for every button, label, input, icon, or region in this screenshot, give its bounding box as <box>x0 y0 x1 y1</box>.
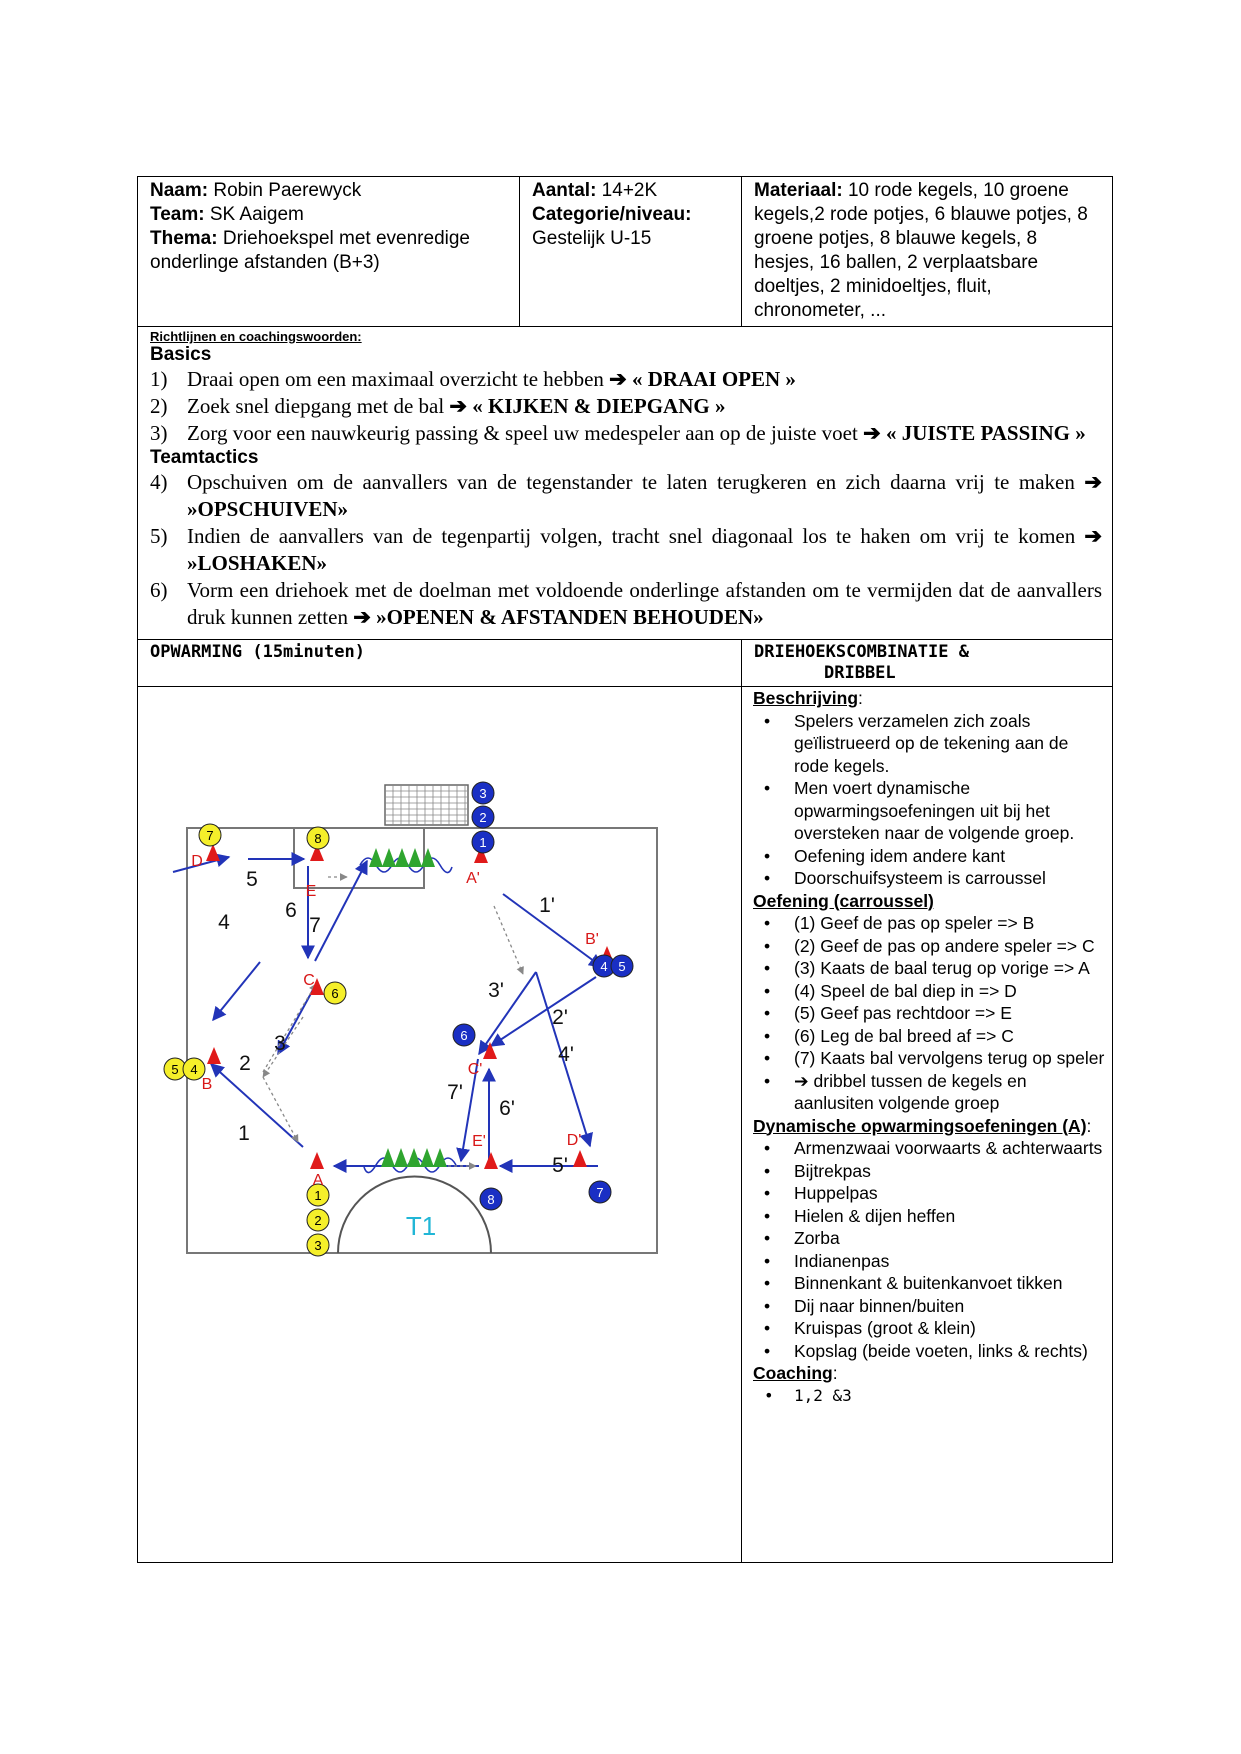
green-cone <box>382 848 396 867</box>
list-item: • Doorschuifsysteem is carroussel <box>753 867 1108 890</box>
count-value: 14+2K <box>596 180 658 201</box>
player-number: 2 <box>314 1213 322 1228</box>
goal-label: T1 <box>405 1211 437 1241</box>
guideline-text <box>187 393 1102 420</box>
exercise-row <box>138 687 1113 1563</box>
exercise-diagram <box>138 687 740 1557</box>
list-item: • Huppelpas <box>753 1182 1108 1205</box>
blue-player-marker <box>472 782 494 804</box>
guideline-body: Opschuiven om de aanvallers van de tegenstander te laten terugkeren en zich daarna vrij te maken <box>187 470 1085 494</box>
zone-label: B <box>201 1076 213 1093</box>
zone-label: D' <box>566 1132 582 1149</box>
list-item: • (4) Speel de bal diep in => D <box>753 980 1108 1003</box>
guideline-keyword: »LOSHAKEN» <box>187 551 328 575</box>
list-item: • Oefening idem andere kant <box>753 845 1108 868</box>
combination-title-line1: DRIEHOEKSCOMBINATIE & <box>754 642 969 662</box>
zone-label: E <box>305 883 317 900</box>
guidelines-title: Richtlijnen en coachingswoorden: <box>150 329 362 344</box>
green-cone <box>395 848 409 867</box>
player-number: 1 <box>479 835 487 850</box>
green-cone <box>407 1148 421 1167</box>
pass-label: 1 <box>238 1122 250 1145</box>
guideline-number: 4) <box>150 470 168 494</box>
pass-label: 2 <box>239 1052 251 1075</box>
arrow-icon: ➔ <box>1084 470 1102 494</box>
guideline-item <box>150 523 1102 577</box>
pass-label: 7' <box>447 1081 463 1104</box>
list-item: • Spelers verzamelen zich zoals geïlistrueerd op de tekening aan de rode kegels. <box>753 710 1108 778</box>
green-cone <box>408 848 422 867</box>
player-number: 4 <box>600 959 608 974</box>
guideline-number: 3) <box>150 421 168 445</box>
player-number: 8 <box>314 831 322 846</box>
player-number: 1 <box>314 1188 322 1203</box>
red-cone <box>573 1150 587 1167</box>
count-line <box>532 179 731 203</box>
category-label: Categorie/niveau: <box>532 204 692 225</box>
list-item: • Zorba <box>753 1227 1108 1250</box>
teamtactics-heading: Teamtactics <box>150 447 259 468</box>
red-cone <box>484 1152 498 1169</box>
pass-label: 4 <box>218 911 230 934</box>
zone-label: B' <box>585 931 599 948</box>
blue-player-marker <box>611 955 633 977</box>
list-item: • Kruispas (groot & klein) <box>753 1317 1108 1340</box>
guideline-text <box>187 420 1102 447</box>
category-value: Gestelijk U-15 <box>532 228 652 249</box>
arrow-icon: ➔ <box>353 605 371 629</box>
list-item: • (5) Geef pas rechtdoor => E <box>753 1002 1108 1025</box>
header-row <box>138 177 1113 327</box>
yellow-player-marker <box>307 1234 329 1256</box>
sheet-table <box>137 176 1113 1563</box>
combination-title-line2: DRIBBEL <box>824 663 896 683</box>
pass-label: 5' <box>552 1154 568 1177</box>
pass-label: 5 <box>246 868 258 891</box>
blue-player-marker <box>589 1181 611 1203</box>
yellow-player-marker <box>307 827 329 849</box>
arrow-icon: ➔ <box>1084 524 1102 548</box>
list-item: • Bijtrekpas <box>753 1160 1108 1183</box>
red-cone <box>207 1047 221 1064</box>
list-item: • Men voert dynamische opwarmingsoefeningen uit bij het oversteken naar de volgende groep. <box>753 777 1108 845</box>
team-label: Team: <box>150 204 205 225</box>
guideline-item <box>150 420 1102 447</box>
list-item: • (3) Kaats de baal terug op vorige => A <box>753 957 1108 980</box>
pass-label: 4' <box>558 1043 574 1066</box>
guideline-text <box>187 469 1102 523</box>
blue-player-marker <box>453 1024 475 1046</box>
pitch-field <box>187 785 657 1253</box>
training-sheet <box>137 176 1112 1563</box>
zone-label: E' <box>472 1133 486 1150</box>
beschrijving-title: Beschrijving <box>753 688 859 708</box>
guideline-number: 2) <box>150 394 168 418</box>
guideline-item <box>150 469 1102 523</box>
list-item: • (7) Kaats bal vervolgens terug op speler <box>753 1047 1108 1070</box>
zone-label: D <box>191 853 203 870</box>
player-number: 2 <box>479 810 487 825</box>
red-cone <box>206 844 220 861</box>
count-label: Aantal: <box>532 180 597 201</box>
player-number: 3 <box>479 786 487 801</box>
team-value: SK Aaigem <box>204 204 304 225</box>
list-item: • (2) Geef de pas op andere speler => C <box>753 935 1108 958</box>
red-cone <box>310 1152 324 1169</box>
theme-label: Thema: <box>150 228 218 249</box>
header-identity-cell <box>138 177 520 327</box>
list-item: • (6) Leg de bal breed af => C <box>753 1025 1108 1048</box>
player-number: 7 <box>206 828 214 843</box>
pass-arrow <box>211 1064 303 1147</box>
player-number: 4 <box>190 1062 198 1077</box>
guideline-text <box>187 577 1102 631</box>
category-line <box>532 203 731 227</box>
blue-player-marker <box>472 831 494 853</box>
list-item: • Hielen & dijen heffen <box>753 1205 1108 1228</box>
warmup-title: OPWARMING (15minuten) <box>138 640 742 687</box>
theme-line <box>150 227 509 275</box>
material-label: Materiaal: <box>754 180 843 201</box>
description-cell <box>742 687 1113 1563</box>
material-value: 10 rode kegels, 10 groene kegels,2 rode potjes, 6 blauwe potjes, 8 groene potjes, 8 blauwe kegels, 8 hesjes, 16 ballen, 2 verplaatsbare doeltjes, 2 minidoeltjes, fluit, chronometer, ... <box>754 180 1088 321</box>
oefening-list <box>753 912 1108 1115</box>
player-number: 3 <box>314 1238 322 1253</box>
guide-line <box>263 1077 298 1142</box>
net-goal <box>385 785 468 825</box>
arrow-icon: ➔ <box>449 394 468 418</box>
blue-player-marker <box>480 1188 502 1210</box>
coaching-title: Coaching <box>753 1363 833 1383</box>
guidelines-row <box>138 327 1113 640</box>
header-material-cell <box>742 177 1113 327</box>
guideline-number: 5) <box>150 524 168 548</box>
pass-label: 2' <box>552 1006 568 1029</box>
list-item: • Indianenpas <box>753 1250 1108 1273</box>
green-cone <box>433 1148 447 1167</box>
guideline-body: Indien de aanvallers van de tegenpartij volgen, tracht snel diagonaal los te haken om vrij te komen <box>187 524 1085 548</box>
player-number: 6 <box>460 1028 468 1043</box>
list-item: • ➔ dribbel tussen de kegels en aanlusiten volgende groep <box>753 1070 1108 1115</box>
green-cone <box>420 1148 434 1167</box>
blue-player-marker <box>472 806 494 828</box>
diagram-cell <box>138 687 742 1563</box>
player-number: 5 <box>171 1062 179 1077</box>
zone-label: A <box>312 1172 324 1189</box>
basics-heading: Basics <box>150 344 212 365</box>
pass-label: 6' <box>499 1097 515 1120</box>
oefening-heading: Oefening (carroussel) <box>753 890 934 911</box>
green-cone <box>394 1148 408 1167</box>
guide-line <box>494 906 523 974</box>
team-line <box>150 203 509 227</box>
guideline-item <box>150 393 1102 420</box>
header-count-cell <box>520 177 742 327</box>
basics-list <box>150 366 1102 447</box>
pass-arrow <box>315 861 367 961</box>
yellow-player-marker <box>307 1209 329 1231</box>
guideline-keyword: « JUISTE PASSING » <box>885 421 1086 445</box>
pass-label: 1' <box>539 894 555 917</box>
guideline-item <box>150 577 1102 631</box>
dyn-colon: : <box>1086 1115 1092 1136</box>
theme-value: Driehoekspel met evenredige onderlinge afstanden (B+3) <box>150 228 470 273</box>
guideline-number: 6) <box>150 578 168 602</box>
name-value: Robin Paerewyck <box>208 180 362 201</box>
player-number: 8 <box>487 1192 495 1207</box>
list-item: • Dij naar binnen/buiten <box>753 1295 1108 1318</box>
dyn-list <box>753 1137 1108 1362</box>
arrow-icon: ➔ <box>609 367 627 391</box>
beschrijving-list <box>753 710 1108 890</box>
dyn-heading <box>753 1115 1108 1138</box>
coaching-list <box>753 1385 1108 1408</box>
combination-title <box>742 640 1113 687</box>
beschrijving-colon: : <box>858 688 863 708</box>
guideline-keyword: »OPSCHUIVEN» <box>187 497 349 521</box>
pitch-outline <box>187 828 657 1253</box>
list-item: • Armenzwaai voorwaarts & achterwaarts <box>753 1137 1108 1160</box>
name-label: Naam: <box>150 180 209 201</box>
yellow-player-marker <box>199 824 221 846</box>
list-item: • Kopslag (beide voeten, links & rechts) <box>753 1340 1108 1363</box>
list-item: • (1) Geef de pas op speler => B <box>753 912 1108 935</box>
green-cone <box>369 848 383 867</box>
name-line <box>150 179 509 203</box>
zone-label: C <box>303 972 315 989</box>
guideline-body: Vorm een driehoek met de doelman met voldoende onderlinge afstanden om te vermijden dat de aanvallers druk kunnen zetten <box>187 578 1102 629</box>
guideline-body: Draai open om een maximaal overzicht te hebben <box>187 367 610 391</box>
pass-arrow <box>491 977 596 1046</box>
pass-label: 3 <box>274 1032 286 1055</box>
zone-label: A' <box>466 870 480 887</box>
guideline-body: Zorg voor een nauwkeurig passing & speel uw medespeler aan op de juiste voet <box>187 421 864 445</box>
beschrijving-heading <box>753 687 1108 710</box>
guideline-body: Zoek snel diepgang met de bal <box>187 394 450 418</box>
guideline-number: 1) <box>150 367 168 391</box>
pass-label: 3' <box>488 979 504 1002</box>
pass-arrow <box>213 962 260 1020</box>
guideline-keyword: « KIJKEN & DIEPGANG » <box>472 394 726 418</box>
dyn-title: Dynamische opwarmingsoefeningen (A) <box>753 1115 1087 1136</box>
coaching-colon: : <box>832 1363 838 1383</box>
guideline-text <box>187 366 1102 393</box>
coaching-heading <box>753 1362 1108 1385</box>
yellow-player-marker <box>324 982 346 1004</box>
guidelines-cell <box>138 327 1113 640</box>
player-number: 7 <box>596 1185 604 1200</box>
guideline-item <box>150 366 1102 393</box>
player-number: 5 <box>618 959 626 974</box>
teamtactics-list <box>150 469 1102 631</box>
guideline-keyword: « DRAAI OPEN » <box>632 367 796 391</box>
list-item: • 1,2 &3 <box>753 1385 1108 1408</box>
guideline-keyword: »OPENEN & AFSTANDEN BEHOUDEN» <box>376 605 764 629</box>
arrow-icon: ➔ <box>863 421 881 445</box>
pass-label: 6 <box>285 899 297 922</box>
pass-label: 7 <box>309 914 321 937</box>
guideline-text <box>187 523 1102 577</box>
player-number: 6 <box>331 986 339 1001</box>
section-title-row <box>138 640 1113 687</box>
list-item: • Binnenkant & buitenkanvoet tikken <box>753 1272 1108 1295</box>
zone-label: C' <box>467 1061 483 1078</box>
diagram-labels <box>191 853 599 1189</box>
